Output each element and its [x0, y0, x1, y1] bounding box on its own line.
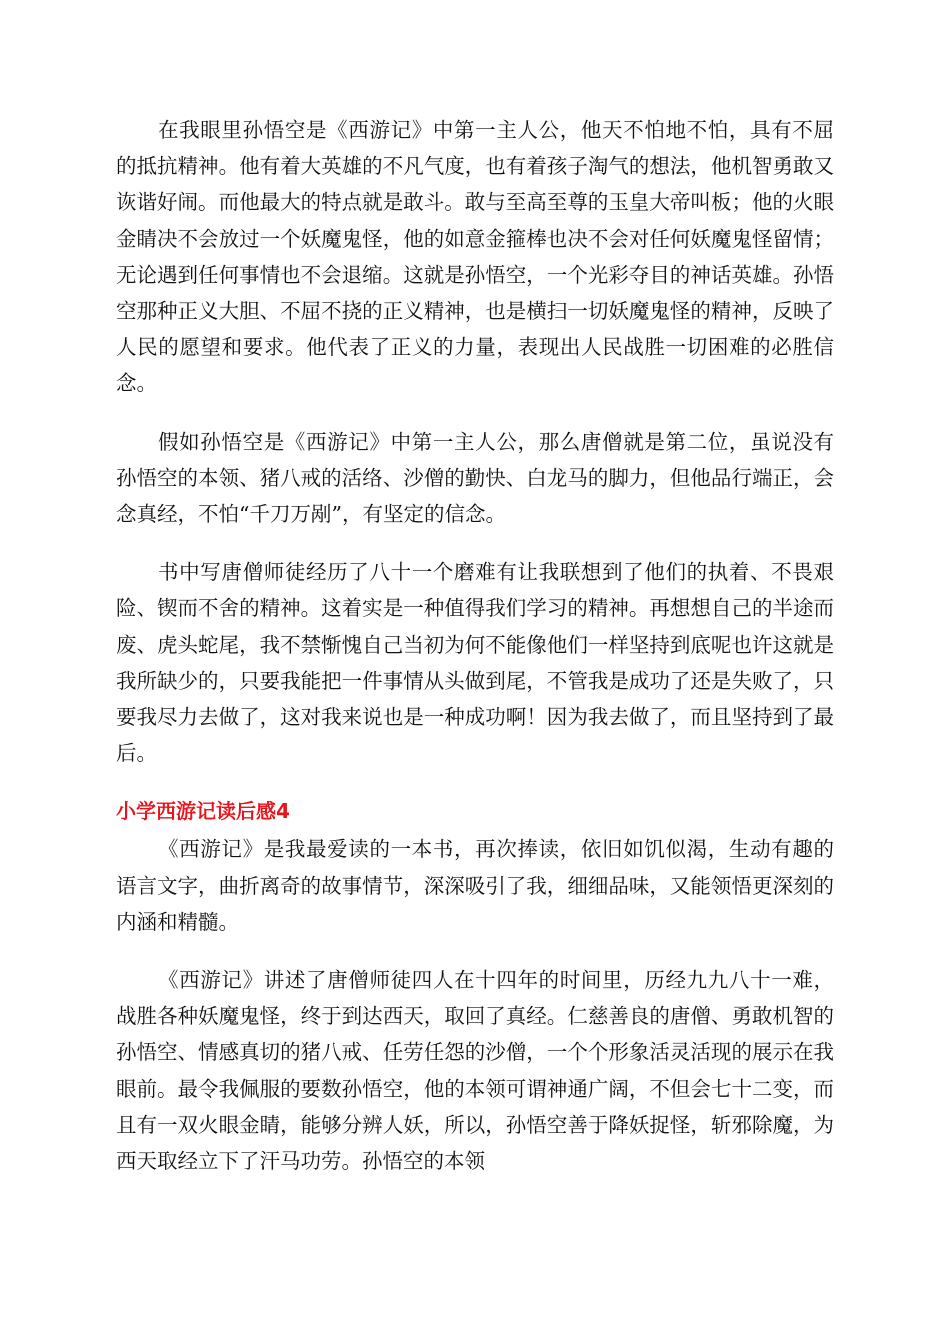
body-paragraph-3: 书中写唐僧师徒经历了八十一个磨难有让我联想到了他们的执着、不畏艰险、锲而不舍的精神。这着实是一种值得我们学习的精神。再想想自己的半途而废、虎头蛇尾，我不禁惭愧自己当初为何不能像他们一样坚持到底呢也许这就是我所缺少的，只要我能把一件事情从头做到尾，不管我是成功了还是失败了，只要我尽力去做了，这对我来说也是一种成功啊！因为我去做了，而且坚持到了最后。 — [116, 560, 834, 766]
body-paragraph-4: 《西游记》是我最爱读的一本书，再次捧读，依旧如饥似渴，生动有趣的语言文字，曲折离奇的故事情节，深深吸引了我，细细品味，又能领悟更深刻的内涵和精髓。 — [116, 837, 834, 934]
body-paragraph-5: 《西游记》讲述了唐僧师徒四人在十四年的时间里，历经九九八十一难，战胜各种妖魔鬼怪，终于到达西天，取回了真经。仁慈善良的唐僧、勇敢机智的孙悟空、情感真切的猪八戒、任劳任怨的沙僧，一个个形象活灵活现的展示在我眼前。最令我佩服的要数孙悟空，他的本领可谓神通广阔，不但会七十二变，而且有一双火眼金睛，能够分辨人妖，所以，孙悟空善于降妖捉怪，斩邪除魔，为西天取经立下了汗马功劳。孙悟空的本领 — [116, 968, 834, 1174]
document-page — [116, 112, 834, 1179]
body-paragraph-2: 假如孙悟空是《西游记》中第一主人公，那么唐僧就是第二位，虽说没有孙悟空的本领、猪八戒的活络、沙僧的勤快、白龙马的脚力，但他品行端正，会念真经，不怕“千刀万剐”，有坚定的信念。 — [116, 429, 834, 527]
section-heading: 小学西游记读后感4 — [116, 799, 290, 824]
body-paragraph-1: 在我眼里孙悟空是《西游记》中第一主人公，他天不怕地不怕，具有不屈的抵抗精神。他有着大英雄的不凡气度，也有着孩子淘气的想法，他机智勇敢又诙谐好闹。而他最大的特点就是敢斗。敢与至高至尊的玉皇大帝叫板；他的火眼金睛决不会放过一个妖魔鬼怪，他的如意金箍棒也决不会对任何妖魔鬼怪留情；无论遇到任何事情也不会退缩。这就是孙悟空，一个光彩夺目的神话英雄。孙悟空那种正义大胆、不屈不挠的正义精神，也是横扫一切妖魔鬼怪的精神，反映了人民的愿望和要求。他代表了正义的力量，表现出人民战胜一切困难的必胜信念。 — [116, 118, 834, 396]
